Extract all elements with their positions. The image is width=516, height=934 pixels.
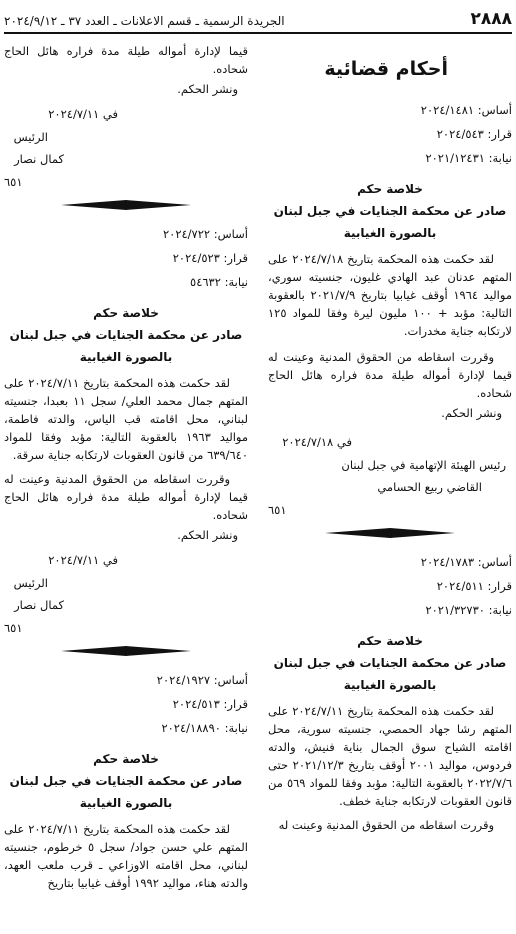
gazette-issue-line: الجريدة الرسمية ـ قسم الاعلانات ـ العدد ٣٧ ـ ٢٠٢٤/٩/١٢ (4, 14, 285, 28)
separator-diamond-icon (61, 644, 191, 658)
signatory-name: كمال نصار (14, 598, 64, 612)
rights-paragraph: وقررت اسقاطه من الحقوق المدنية وعينت له قيما لإدارة أمواله طيلة مدة فراره هائل الحاج شحاده. (4, 472, 248, 522)
basis-number: أساس: ٢٠٢٤/٧٢٢ (162, 227, 248, 241)
section-title: أحكام قضائية (324, 58, 448, 80)
page-header (4, 6, 512, 34)
verdict-paragraph: لقد حكمت هذه المحكمة بتاريخ ٢٠٢٤/٧/١٨ على المتهم عدنان عبد الهادي غليون، جنسيته سوري، مواليد ١٩٦٤ أوقف غيابيا بتاريخ ٢٠٢١/٧/٩ بالعقوبة التالية: مؤبد + ١٠٠ مليون ليرة وفقا للمواد ١٢٥ لارتكابه جناية مخدرات. (268, 252, 512, 338)
entry-number: ٦٥١ (268, 503, 287, 517)
separator (268, 526, 512, 540)
judgment-date: في ٢٠٢٤/٧/١١ (48, 553, 118, 567)
judgment-block-4 (4, 668, 248, 892)
judgment-date: في ٢٠٢٤/٧/١٨ (282, 435, 352, 449)
decision-number: قرار: ٢٠٢٤/٥٤٣ (436, 127, 512, 141)
summary-heading: خلاصة حكم (93, 752, 159, 766)
verdict-paragraph: لقد حكمت هذه المحكمة بتاريخ ٢٠٢٤/٧/١١ على المتهم علي حسن جواد/ سجل ٥ خرطوم، جنسيته لبناني، محل اقامته الاوزاعي ـ قرب ملعب العهد، والدته هناء، مواليد ١٩٩٢ أوقف غيابيا بتاريخ (4, 822, 249, 890)
court-heading: صادر عن محكمة الجنايات في جبل لبنان (273, 656, 507, 670)
signatory-name: كمال نصار (14, 152, 64, 166)
verdict-paragraph: لقد حكمت هذه المحكمة بتاريخ ٢٠٢٤/٧/١١ على المتهم رشا جهاد الحمصي، جنسيته سورية، محل اقامته الشياح سوق الجمال بناية فنيش، والدته فردوس، مواليد ٢٠٠١ أوقف بتاريخ ٢٠٢١/١٢/٣ حتى ٢٠٢٢/٧/٦ بالعقوبة التالية: مؤبد وفقا للمواد ٥٦٩ من قانون العقوبات لارتكابه جناية خطف. (268, 704, 512, 808)
court-heading: صادر عن محكمة الجنايات في جبل لبنان (9, 328, 243, 342)
entry-number: ٦٥١ (4, 175, 23, 189)
decision-number: قرار: ٢٠٢٤/٥١١ (436, 579, 512, 593)
decision-number: قرار: ٢٠٢٤/٥١٣ (172, 697, 248, 711)
rights-paragraph: وقررت اسقاطه من الحقوق المدنية وعينت له قيما لإدارة أمواله طيلة مدة فراره هائل الحاج شحاده. (268, 350, 512, 400)
summary-heading: خلاصة حكم (93, 306, 159, 320)
continued-block (4, 42, 248, 192)
basis-number: أساس: ٢٠٢٤/١٩٢٧ (156, 673, 248, 687)
prosecution-number: نيابة: ٢٠٢١/٣٢٧٣٠ (425, 603, 512, 617)
signatory-title: الرئيس (13, 130, 48, 144)
signatory-title: رئيس الهيئة الإتهامية في جبل لبنان (341, 458, 506, 472)
judgment-date: في ٢٠٢٤/٧/١١ (48, 107, 118, 121)
publish-note: ونشر الحكم. (177, 82, 238, 96)
page-number: ٢٨٨٨ (470, 9, 512, 29)
absentia-heading: بالصورة الغيابية (79, 350, 173, 364)
separator (4, 644, 248, 658)
rights-paragraph: وقررت اسقاطه من الحقوق المدنية وعينت له (278, 818, 494, 832)
right-column (268, 42, 512, 834)
separator (4, 198, 248, 212)
publish-note: ونشر الحكم. (177, 528, 238, 542)
absentia-heading: بالصورة الغيابية (343, 678, 437, 692)
summary-heading: خلاصة حكم (357, 182, 423, 196)
left-column (4, 42, 248, 892)
judgment-block-1 (268, 98, 512, 520)
judgment-block-3 (4, 222, 248, 638)
absentia-heading: بالصورة الغيابية (343, 226, 437, 240)
basis-number: أساس: ٢٠٢٤/١٤٨١ (420, 103, 512, 117)
entry-number: ٦٥١ (4, 621, 23, 635)
court-heading: صادر عن محكمة الجنايات في جبل لبنان (273, 204, 507, 218)
decision-number: قرار: ٢٠٢٤/٥٢٣ (172, 251, 248, 265)
publish-note: ونشر الحكم. (441, 406, 502, 420)
signatory-title: الرئيس (13, 576, 48, 590)
verdict-paragraph: لقد حكمت هذه المحكمة بتاريخ ٢٠٢٤/٧/١١ على المتهم جمال محمد العلي/ سجل ١١ بعبدا، جنسيته لبناني، محل اقامته قب الياس، والدته فاطمة، مواليد ١٩٦٣ بالعقوبة التالية: مؤبد وفقا للمواد ٦٣٩/٦٤٠ من قانون العقوبات لارتكابه جناية سرقة. (4, 376, 248, 462)
rights-paragraph-continued: قيما لإدارة أمواله طيلة مدة فراره هائل الحاج شحاده. (4, 44, 248, 76)
summary-heading: خلاصة حكم (357, 634, 423, 648)
prosecution-number: نيابة: ٢٠٢١/١٢٤٣١ (425, 151, 512, 165)
signatory-name: القاضي ربيع الحسامي (377, 480, 482, 494)
separator-diamond-icon (61, 198, 191, 212)
basis-number: أساس: ٢٠٢٤/١٧٨٣ (420, 555, 512, 569)
judgment-block-2 (268, 550, 512, 834)
prosecution-number: نيابة: ٢٠٢٤/١٨٨٩٠ (161, 721, 248, 735)
separator-diamond-icon (325, 526, 455, 540)
prosecution-number: نيابة: ٥٤٦٣٢ (190, 275, 248, 289)
court-heading: صادر عن محكمة الجنايات في جبل لبنان (9, 774, 243, 788)
absentia-heading: بالصورة الغيابية (79, 796, 173, 810)
